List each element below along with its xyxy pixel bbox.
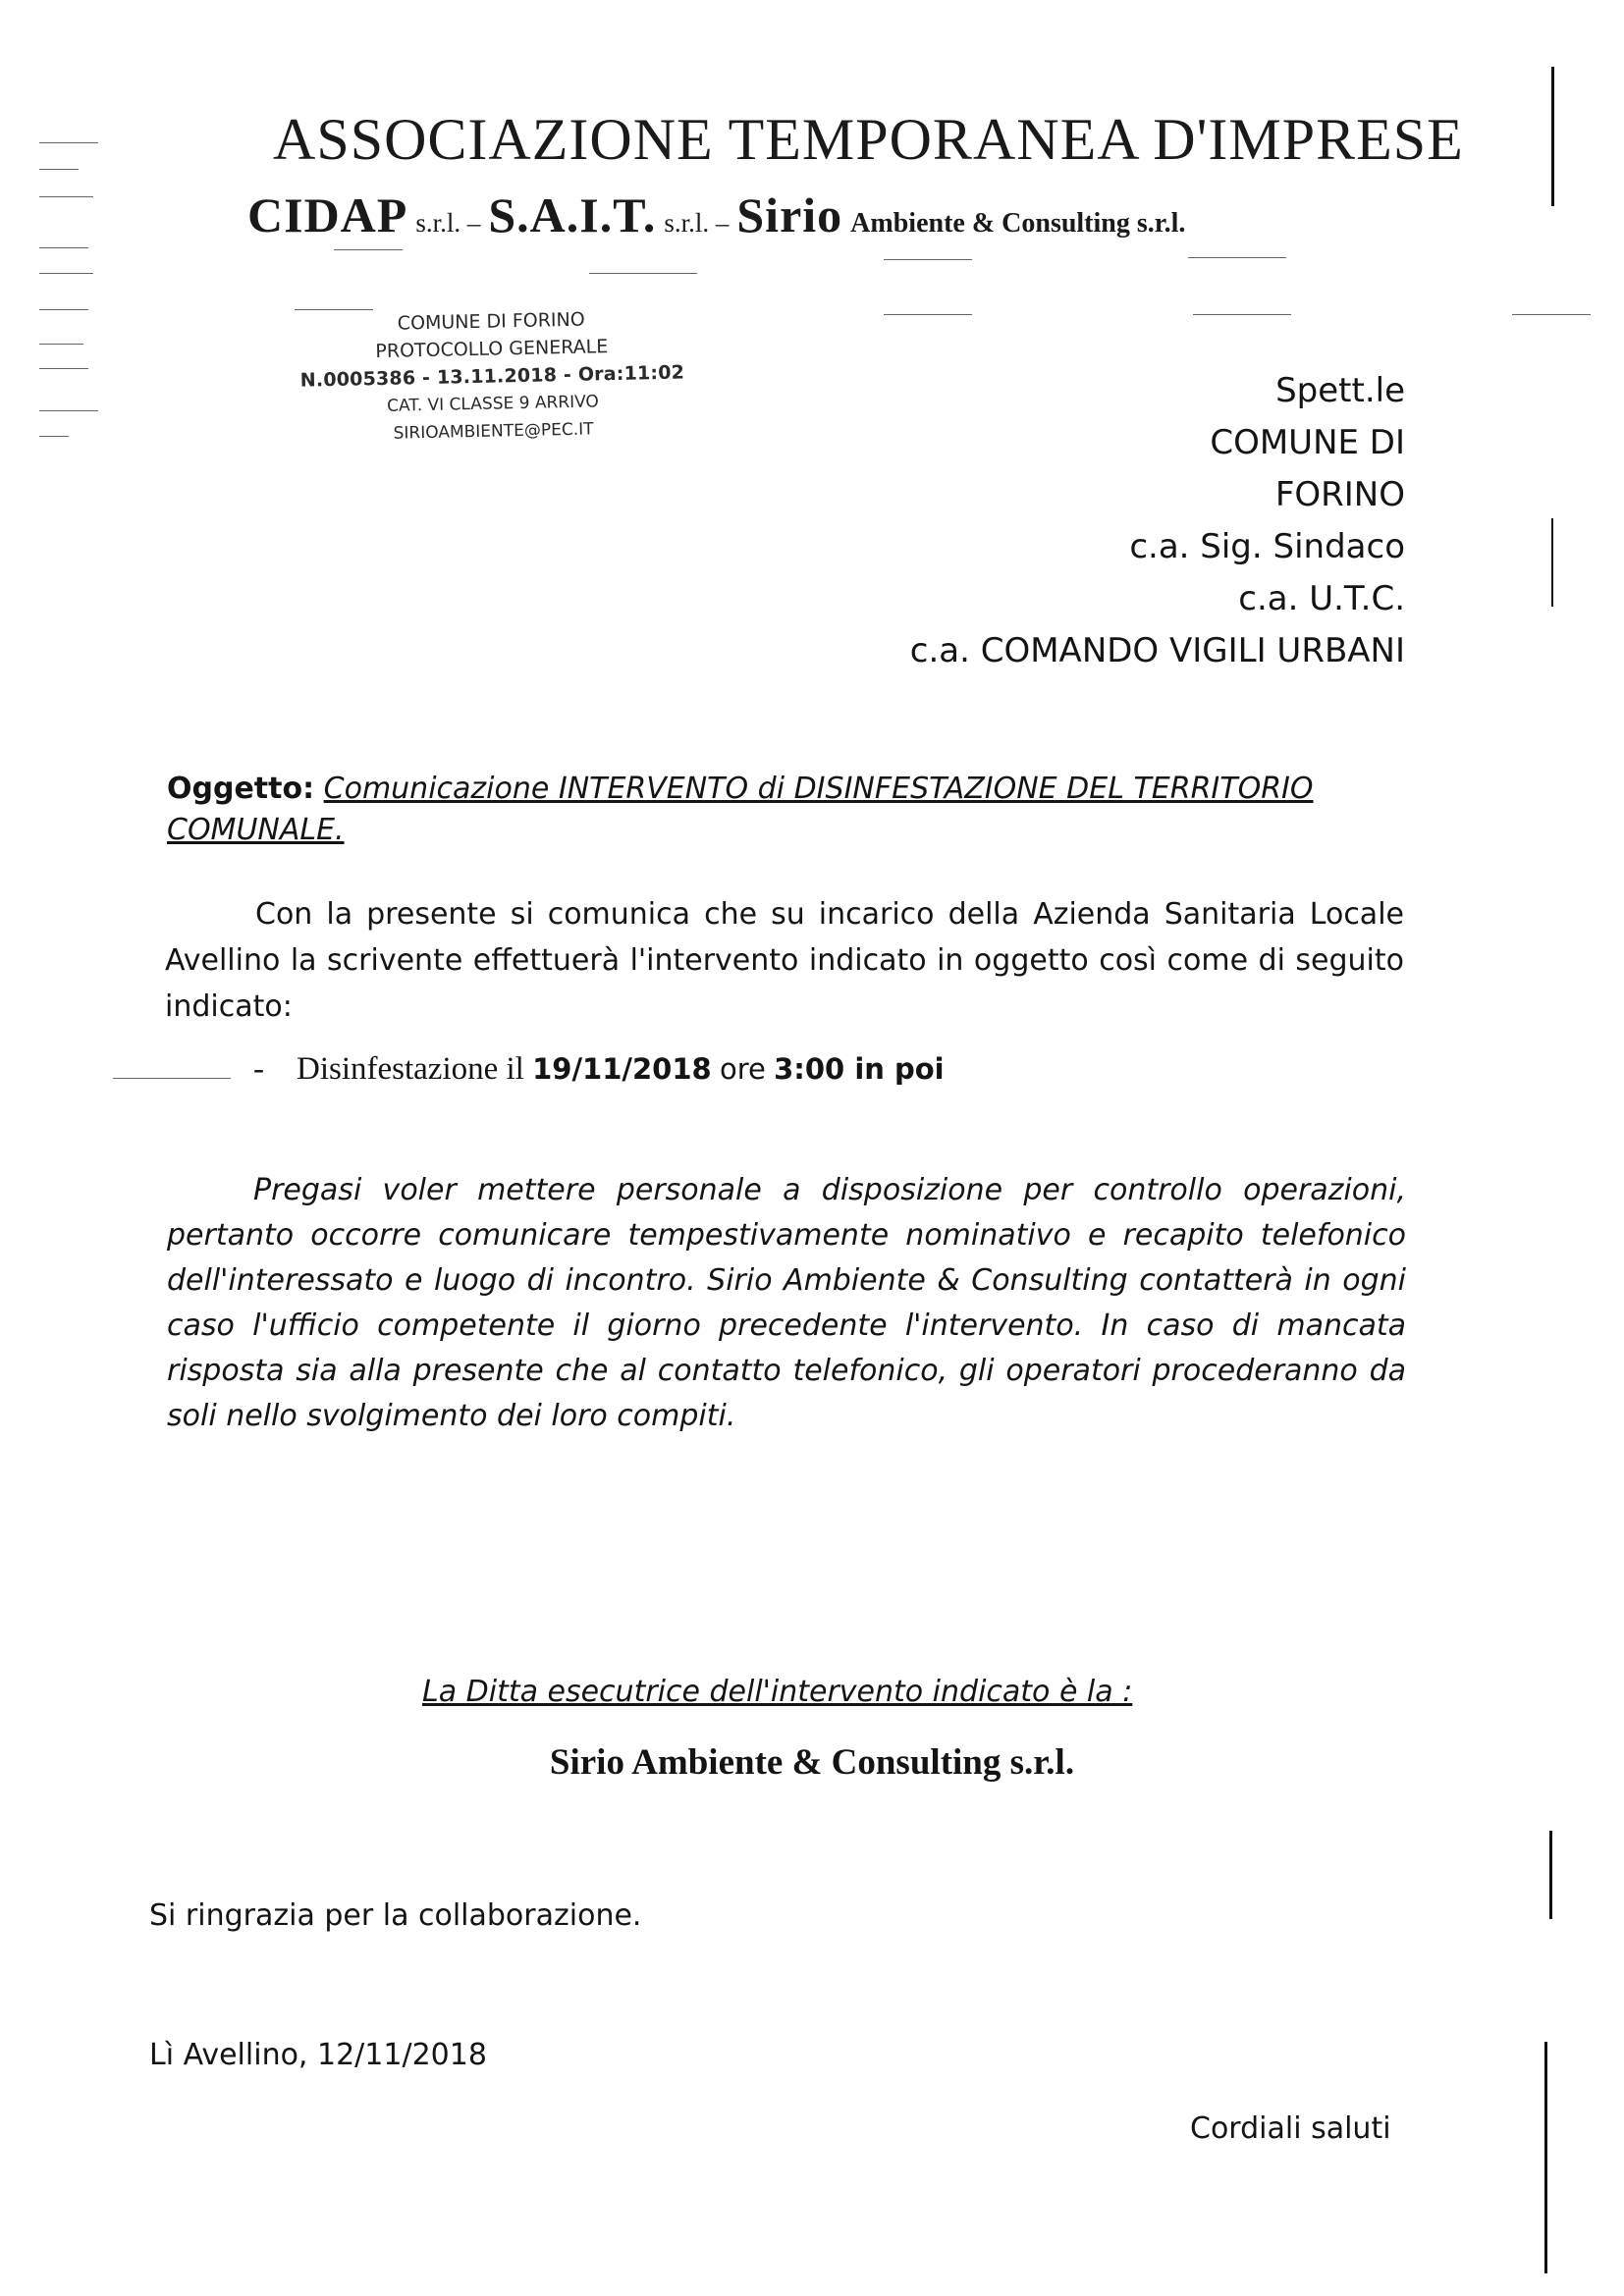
scan-edge-line xyxy=(1551,518,1553,607)
stamp-protocol-number: N.0005386 - 13.11.2018 - Ora:11:02 xyxy=(299,361,685,392)
scan-speck xyxy=(39,410,98,411)
company-sirio-suffix: Ambiente & Consulting s.r.l. xyxy=(850,208,1186,239)
scan-speck xyxy=(884,314,972,315)
recipient-line: c.a. U.T.C. xyxy=(1238,579,1405,618)
executor-intro: La Ditta esecutrice dell'intervento indicato è la : xyxy=(422,1675,1133,1709)
schedule-mid: ore xyxy=(719,1052,766,1086)
scan-speck xyxy=(295,309,373,310)
scan-edge-line xyxy=(1549,1831,1552,1919)
recipient-line: c.a. COMANDO VIGILI URBANI xyxy=(909,631,1405,670)
stamp-classification: CAT. VI CLASSE 9 ARRIVO xyxy=(386,392,600,416)
closing-salutation: Cordiali saluti xyxy=(1190,2111,1391,2146)
scan-speck xyxy=(39,273,93,274)
schedule-prefix: Disinfestazione il xyxy=(297,1051,524,1087)
schedule-time: 3:00 in poi xyxy=(774,1052,945,1086)
recipient-line: FORINO xyxy=(1274,475,1405,514)
company-sirio: Sirio xyxy=(736,187,843,242)
scan-speck xyxy=(1188,257,1286,258)
scan-speck xyxy=(39,247,88,248)
stamp-municipality: COMUNE DI FORINO xyxy=(397,308,585,335)
scan-speck xyxy=(39,196,93,197)
scan-speck xyxy=(39,169,79,170)
stamp-protocol-label: PROTOCOLLO GENERALE xyxy=(375,336,609,363)
bullet-dash: - xyxy=(253,1051,264,1087)
protocol-stamp xyxy=(285,303,700,450)
scan-speck xyxy=(39,309,88,310)
scan-speck xyxy=(884,259,972,260)
stamp-sender-pec: SIRIOAMBIENTE@PEC.IT xyxy=(393,419,594,444)
scan-edge-line xyxy=(1544,2042,1547,2273)
scan-speck xyxy=(39,142,98,143)
recipient-line: COMUNE DI xyxy=(1210,423,1405,462)
company-sait-suffix: s.r.l. – xyxy=(664,208,730,238)
body-paragraph-instructions: Pregasi voler mettere personale a disposizione per controllo operazioni, pertanto occorre comunicare tempestivamente nominativo e recapito telefonico dell'interessato e luogo di incontro. Sirio Ambiente & Consulting contatterà in ogni caso l'ufficio competente il giorno precedente l'intervento. In caso di mancata risposta sia alla presente che al contatto telefonico, gli operatori procederanno da soli nello svolgimento dei loro compiti. xyxy=(167,1173,1406,1433)
schedule-date: 19/11/2018 xyxy=(532,1052,712,1086)
letterhead-title: ASSOCIAZIONE TEMPORANEA D'IMPRESE xyxy=(273,107,1464,172)
executor-company: Sirio Ambiente & Consulting s.r.l. xyxy=(549,1742,1075,1783)
company-cidap-suffix: s.r.l. – xyxy=(415,208,481,238)
company-sait: S.A.I.T. xyxy=(488,187,657,242)
body-paragraph-intro: Con la presente si comunica che su incarico della Azienda Sanitaria Locale Avellino la scrivente effettuerà l'intervento indicato in oggetto così come di seguito indicato: xyxy=(165,897,1404,1024)
scan-speck xyxy=(39,436,69,437)
subject-text: Comunicazione INTERVENTO di DISINFESTAZIONE DEL TERRITORIO COMUNALE. xyxy=(167,772,1314,847)
scan-speck xyxy=(1193,314,1291,315)
place-date: Lì Avellino, 12/11/2018 xyxy=(149,2038,487,2072)
scan-edge-line xyxy=(1551,67,1554,206)
schedule-item xyxy=(253,1051,945,1088)
scan-speck xyxy=(589,273,697,274)
thanks-line: Si ringrazia per la collaborazione. xyxy=(149,1898,642,1933)
subject-label: Oggetto: xyxy=(167,772,315,806)
scan-speck xyxy=(39,344,83,345)
scan-speck xyxy=(113,1078,231,1079)
scan-speck xyxy=(334,249,403,250)
recipient-line: Spett.le xyxy=(1275,371,1405,410)
letterhead-companies xyxy=(247,187,1185,243)
subject-line xyxy=(167,769,1404,851)
scan-speck xyxy=(39,368,88,369)
scan-speck xyxy=(1512,314,1591,315)
company-cidap: CIDAP xyxy=(247,187,408,242)
recipient-block xyxy=(910,365,1405,677)
recipient-line: c.a. Sig. Sindaco xyxy=(1129,527,1405,566)
